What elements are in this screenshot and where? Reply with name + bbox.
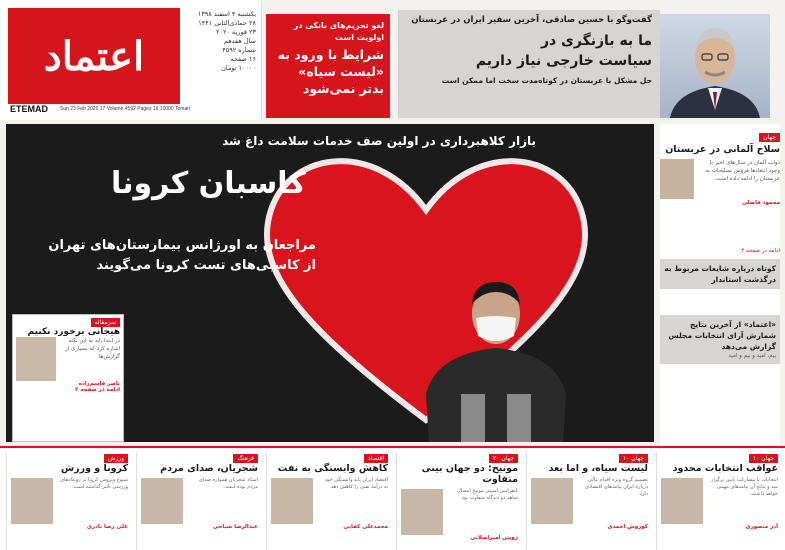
- bottom-text: کنفرانس امنیتی مونیخ امسال شاهد دو دیدگاه متفاوت بود.: [457, 488, 518, 501]
- bottom-column-1[interactable]: [656, 452, 782, 550]
- bottom-columns: [0, 446, 785, 550]
- dateline-price: ۱۰۰۰۰ تومان: [221, 64, 256, 72]
- sidebar-box-1-headline: کوتاه درباره شایعات مربوط به درگذشت استاندار: [664, 264, 776, 284]
- sidebar-author: محمود فاضلی: [741, 200, 780, 206]
- bottom-headline: مونیخ: دو جهان بینی متفاوت: [421, 463, 518, 485]
- bottom-author-photo: [141, 478, 183, 524]
- bottom-author: علی رضا نادری: [86, 524, 128, 530]
- editorial-author-photo: [16, 337, 56, 381]
- bottom-text: استاد شجریان همواره صدای مردم بوده است.: [198, 477, 258, 490]
- lead-subhead-1: مراجعان به اورژانس بیمارستان‌های تهران: [48, 238, 316, 253]
- editorial-box[interactable]: [12, 314, 124, 442]
- dateline-pages: ۱۶ صفحه: [230, 55, 256, 63]
- lead-kicker: بازار کلاهبرداری در اولین صف خدمات سلامت داغ شد: [222, 134, 536, 148]
- sidebar-author-photo: [660, 159, 694, 199]
- lead-subhead-2: از کاسبی‌های تست کرونا می‌گویند: [96, 258, 316, 273]
- bottom-text: اقتصاد ایران باید وابستگی خود به درآمد نفتی را کاهش دهد.: [324, 477, 388, 490]
- bottom-column-6[interactable]: [6, 452, 132, 550]
- bottom-author-photo: [661, 478, 703, 524]
- bottom-text: شیوع ویروس کرونا بر رویدادهای ورزشی تاثیر گذاشته است.: [60, 477, 128, 490]
- bottom-author: عبدالرضا سیاحی: [212, 524, 258, 530]
- bottom-column-5[interactable]: [136, 452, 262, 550]
- bottom-column-4[interactable]: [266, 452, 392, 550]
- bottom-tag: فرهنگ: [233, 454, 258, 463]
- sidebar-tag: جهان: [759, 133, 780, 142]
- dateline-day: یکشنبه ۴ اسفند ۱۳۹۸: [197, 10, 256, 18]
- dateline-year: سال هفدهم: [223, 37, 256, 45]
- sidebar-box-2-headline: «اعتماد» از آخرین نتایج شمارش آرای انتخابات مجلس گزارش می‌دهد: [668, 320, 776, 351]
- dateline-hijri: ۲۸ جمادی‌الثانی ۱۴۴۱: [198, 19, 256, 27]
- bottom-text: انتخابات با مشارکت پایین برگزار شد و نتایج آن پیامدهای مهمی خواهد داشت.: [710, 477, 778, 497]
- feature-subhead: حل مشکل با عربستان در کوتاه‌مدت سخت اما ممکن است: [441, 76, 652, 85]
- latin-info: Sun 23 Feb 2020 17 Volume 4592 Pages 16 10000 Toman: [60, 106, 191, 112]
- feature-box[interactable]: [398, 10, 660, 118]
- right-sidebar: [660, 124, 780, 446]
- dateline-gregorian: ۲۳ فوریه ۲۰۲۰: [216, 28, 256, 36]
- teaser-kicker: لغو تحریم‌های بانکی در اولویت است: [293, 21, 384, 42]
- bottom-headline: عواقب انتخابات محدود: [672, 463, 778, 474]
- logo: [8, 8, 180, 104]
- lead-headline: کاسبان کرونا: [110, 166, 306, 201]
- masthead: [0, 0, 262, 120]
- sidebar-headline: سلاح آلمانی در عربستان: [665, 144, 780, 155]
- bottom-headline: شجریان، صدای مردم: [160, 463, 258, 474]
- sidebar-box-1[interactable]: [660, 259, 780, 289]
- logo-text: اعتماد: [43, 32, 145, 80]
- bottom-tag: ورزش: [104, 454, 128, 463]
- bottom-tag: اقتصاد: [364, 454, 388, 463]
- masked-man-figure: [406, 274, 586, 442]
- bottom-author: کوروش احمدی: [607, 524, 648, 530]
- bottom-tag: جهان ۱۰: [749, 454, 778, 463]
- editorial-text: در ابتدا باید به این نکته اشاره کرد که بسیاری از گزارش‌ها: [65, 338, 120, 360]
- bottom-headline: لیست سیاه، و اما بعد: [548, 463, 648, 474]
- sidebar-box-2-sub: بیم، امید و بیم و امید: [728, 353, 776, 359]
- teaser-headline: شرایط با ورود به «لیست سیاه» بدتر نمی‌شود: [277, 47, 384, 96]
- bottom-text: تصمیم گروه ویژه اقدام مالی درباره ایران پیامدهای اقتصادی دارد.: [584, 477, 648, 497]
- bottom-headline: کاهش وابستگی به نفت: [277, 463, 388, 474]
- bottom-author-photo: [531, 478, 573, 524]
- editorial-byline: ناصر قاسم‌زاده: [78, 381, 120, 387]
- bottom-author: ژوبین امیراصلانی: [470, 535, 518, 541]
- bottom-author-photo: [271, 478, 313, 524]
- bottom-tag: جهان ۲۰: [489, 454, 518, 463]
- bottom-tag: جهان ۱۰: [619, 454, 648, 463]
- sidebar-more-link[interactable]: ادامه در صفحه ۴: [741, 248, 780, 254]
- dateline-issue: شماره ۴۵۹۲: [222, 46, 256, 54]
- bottom-author-photo: [401, 489, 443, 535]
- editorial-tag: سرمقاله: [91, 318, 120, 327]
- feature-kicker: گفت‌وگو با حسین صادقی، آخرین سفیر ایران در عربستان: [411, 15, 652, 25]
- bottom-author: آذر منصوری: [745, 524, 778, 530]
- feature-headline-2: سیاست خارجی نیاز داریم: [475, 53, 652, 69]
- lead-subhead: [16, 236, 316, 276]
- bottom-headline: کرونا و ورزش: [61, 463, 128, 474]
- latin-logo: ETEMAD: [10, 104, 48, 114]
- teaser-box[interactable]: [266, 14, 390, 118]
- editorial-more-link[interactable]: ادامه در صفحه ۲: [75, 387, 120, 393]
- ambassador-photo: [660, 14, 770, 118]
- bottom-author: محمدعلی کفایی: [343, 524, 388, 530]
- feature-headline-1: ما به بازنگری در: [540, 33, 652, 49]
- portrait-illustration: [660, 14, 770, 118]
- bottom-column-3[interactable]: [396, 452, 522, 550]
- sidebar-box-2[interactable]: [660, 315, 780, 364]
- bottom-column-2[interactable]: [526, 452, 652, 550]
- bottom-author-photo: [11, 478, 53, 524]
- dateline: [184, 10, 256, 73]
- sidebar-text: دولت آلمان در سال‌های اخیر با وجود انتقادها فروش تسلیحات به عربستان را ادامه داده است.: [705, 160, 780, 182]
- editorial-title: هیجانی برخورد نکنیم: [27, 327, 120, 337]
